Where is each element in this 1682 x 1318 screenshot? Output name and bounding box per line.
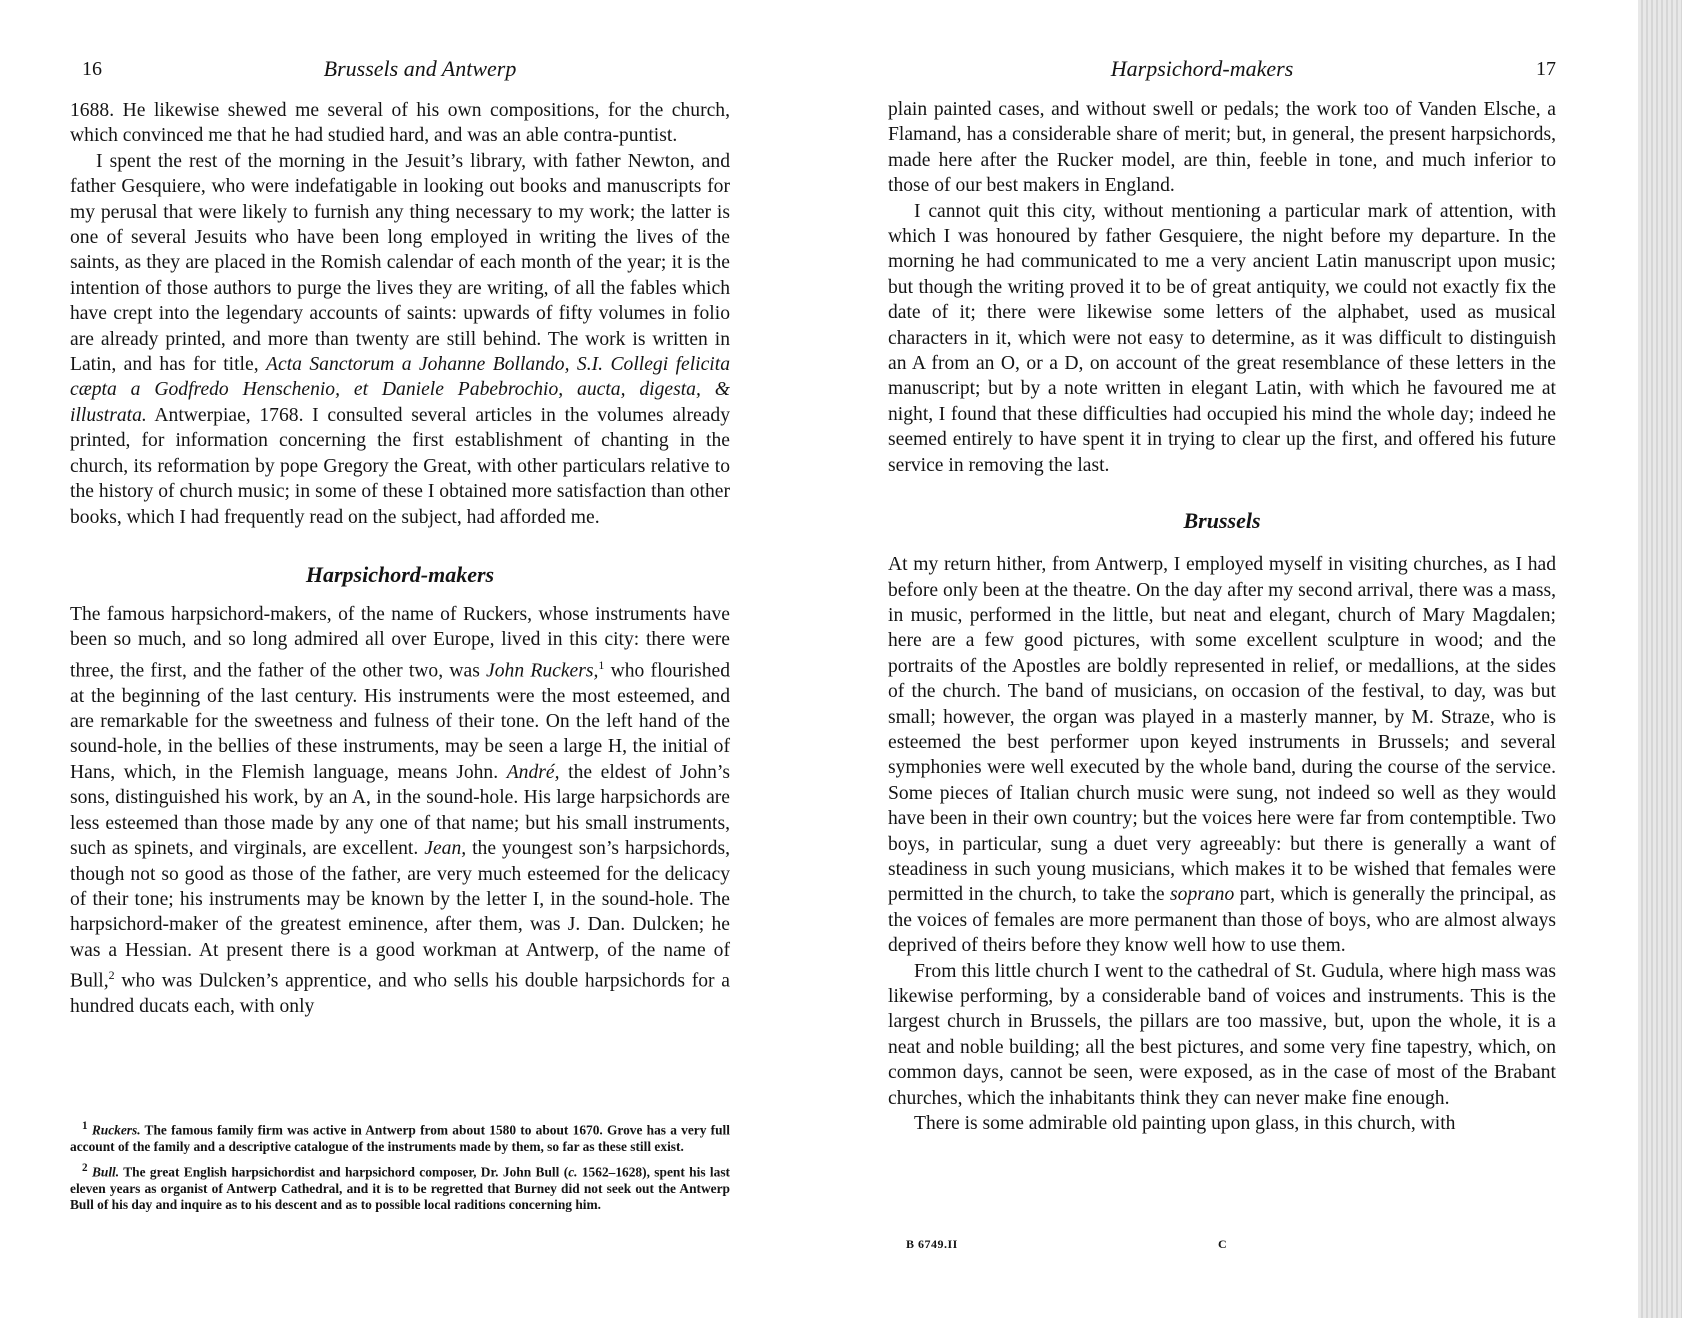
- running-header: [888, 56, 1556, 86]
- page-number: 16: [82, 58, 102, 80]
- running-head-title: Harpsichord-makers: [1110, 56, 1294, 81]
- section-heading: Brussels: [1183, 508, 1261, 534]
- paragraph: I spent the rest of the morning in the Jesuit’s library, with father Newton, and father Gesquiere, who were indefatigable in looking out books and manuscripts for my perusal that were likely to furnish any thing necessary to my work; the latter is one of several Jesuits who have been long employed in writing the lives of the saints, as they are placed in the Romish calendar of each month of the year; it is the intention of those authors to purge the lives they are writing, of all the fables which have crept into the legendary accounts of saints: upwards of fifty volumes in folio are already printed, and more than twenty are still behind. The work is written in Latin, and has for title, Acta Sanctorum a Johanne Bollando, S.I. Collegi felicita cæpta a Godfredo Henschenio, et Daniele Pabebrochio, aucta, digesta, & illustrata. Antwerpiae, 1768. I consulted several articles in the volumes already printed, for information concerning the first establishment of chanting in the church, its reformation by pope Gregory the Great, with other particulars relative to the history of church music; in some of these I obtained more satisfaction than other books, which I had frequently read on the subject, had afforded me.: [70, 150, 730, 528]
- body-text: [888, 97, 1556, 1136]
- paragraph: From this little church I went to the cathedral of St. Gudula, where high mass was likewise performing, by a considerable band of voices and instruments. This is the largest church in Brussels, the pillars are too massive, but, upon the whole, it is a neat and noble building; all the best pictures, and some very fine tapestry, which, on common days, cannot be seen, were exposed, as in the case of most of the Brabant churches, which the inhabitants think they can never make fine enough.: [888, 960, 1556, 1109]
- footnote: $^2$ Bull. The great English harpsichordist and harpsichord composer, Dr. John Bull (c. 1562–1628), spent his last eleven years as organist of Antwerp Cathedral, and it is to be regretted that Burney did not seek out the Antwerp Bull of his day and inquire as to his descent and as to possible local raditions concerning him.: [70, 1161, 730, 1213]
- footnote-ref: 1: [598, 657, 605, 672]
- viewer-edge-scrollbar[interactable]: [1638, 0, 1682, 1318]
- right-page: [888, 0, 1556, 1318]
- section-heading: Harpsichord-makers: [305, 561, 495, 587]
- running-head-title: Brussels and Antwerp: [323, 56, 517, 81]
- paragraph: At my return hither, from Antwerp, I employed myself in visiting churches, as I had before only been at the theatre. On the day after my second arrival, there was a mass, in music, performed in the little, but neat and elegant, church of Mary Magdalen; here are a few good pictures, with some excellent sculpture in wood; and the portraits of the Apostles are boldly represented in relief, or medallions, at the sides of the church. The band of musicians, on occasion of the festival, to day, was but small; however, the organ was played in a masterly manner, by M. Straze, who is esteemed the best performer upon keyed instruments in Brussels; and several symphonies were well executed by the whole band, during the course of the service. Some pieces of Italian church music were sung, not indeed so well as they would have been in their own country; but the voices here were far from contemptible. Two boys, in particular, sung a duet very agreeably: but there is generally a want of steadiness in such young musicians, which makes it to be wished that females were permitted in the church, to take the soprano part, which is generally the principal, as the voices of females are more permanent than those of boys, who are almost always deprived of theirs before they know well how to use them.: [888, 554, 1556, 957]
- body-text: [70, 98, 730, 1019]
- paragraph: The famous harpsichord-makers, of the name of Ruckers, whose instruments have been so much, and so long admired all over Europe, lived in this city: there were three, the first, and the father of the other two, was John Ruckers,$^1$ who flourished at the beginning of the last century. His instruments were the most esteemed, and are remarkable for the sweetness and fulness of their tone. On the left hand of the sound-hole, in the bellies of these instruments, may be seen a large H, the initial of Hans, which, in the Flemish language, means John. André, the eldest of John’s sons, distinguished his work, by an A, in the sound-hole. His large harpsichords are less esteemed than those made by any one of that name; but his small instruments, such as spinets, and virginals, are excellent. Jean, the youngest son’s harpsichords, though not so good as those of the father, are very much esteemed for the delicacy of their tone; his instruments may be known by the letter I, in the sound-hole. The harpsichord-maker of the greatest eminence, after them, was J. Dan. Dulcken; he was a Hessian. At present there is a good workman at Antwerp, of the name of Bull,$^2$ who was Dulcken’s apprentice, and who sells his double harpsichords for a hundred ducats each, with only: [70, 603, 730, 1018]
- footnotes: [70, 1118, 730, 1218]
- footnote: $^1$ Ruckers. The famous family firm was active in Antwerp from about 1580 to about 1670. Grove has a very full account of the family and a descriptive catalogue of the instruments made by them, so far as these still exist.: [70, 1120, 730, 1155]
- signature-mark: B 6749.II: [906, 1237, 958, 1251]
- paragraph: 1688. He likewise shewed me several of his own compositions, for the church, which convinced me that he had studied hard, and was an able contra-puntist.: [70, 100, 730, 147]
- page-number: 17: [1536, 58, 1556, 80]
- italic-title: Acta Sanctorum a Johanne Bollando, S.I. Collegi felicita cæpta a Godfredo Henschenio, et Daniele Pabebrochio, aucta, digesta, & illustrata.: [70, 354, 730, 426]
- paragraph: There is some admirable old painting upon glass, in this church, with: [914, 1113, 1456, 1135]
- footnote-ref: 2: [108, 968, 115, 983]
- running-header: [70, 56, 730, 86]
- paragraph: I cannot quit this city, without mentioning a particular mark of attention, with which I was honoured by father Gesquiere, the night before my departure. In the morning he had communicated to me a very ancient Latin manuscript upon music; but though the writing proved it to be of great antiquity, we could not exactly fix the date of it; there were likewise some letters of the alphabet, used as musical characters in it, which were not easy to determine, as it was difficult to distinguish an A from an O, or a D, on account of the great resemblance of these letters in the manuscript; but by a note written in elegant Latin, with which he favoured me at night, I found that these difficulties had occupied his mind the whole day; indeed he seemed entirely to have spent it in trying to clear up the first, and offered his future service in removing the last.: [888, 200, 1556, 476]
- left-page: [70, 0, 730, 1318]
- signature-letter: C: [1218, 1237, 1228, 1251]
- paragraph: plain painted cases, and without swell or pedals; the work too of Vanden Elsche, a Flamand, has a considerable share of merit; but, in general, the present harpsichords, made here after the Rucker model, are thin, feeble in tone, and much inferior to those of our best makers in England.: [888, 99, 1556, 197]
